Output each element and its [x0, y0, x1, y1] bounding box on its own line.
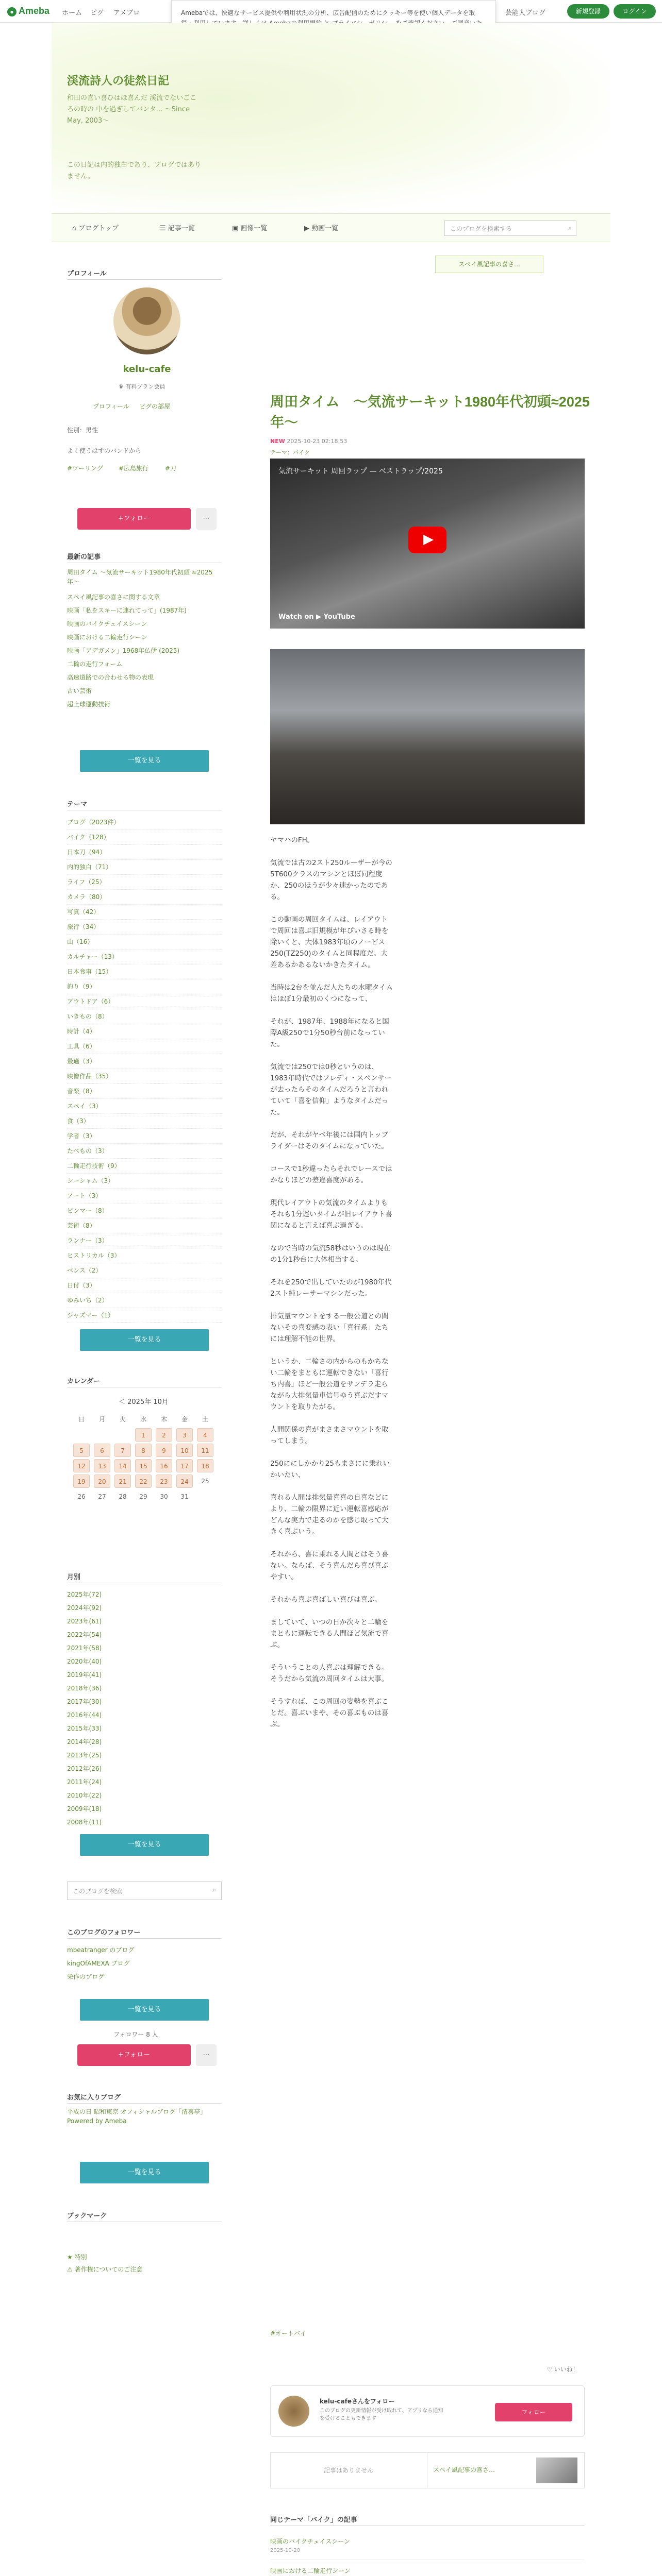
month-link[interactable]: 2022年(54)	[67, 1631, 102, 1638]
post-paragraph: それを250で出していたのが1980年代2スト純レーサーマシンだった。	[270, 1278, 392, 1298]
same-theme-heading: 同じテーマ「バイク」の記事	[270, 2516, 357, 2523]
followers-more-button[interactable]: 一覧を見る	[80, 1999, 209, 2021]
month-link[interactable]: 2016年(44)	[67, 1711, 102, 1719]
theme-link[interactable]: 学者（3）	[67, 1129, 222, 1144]
nav-pigg[interactable]: ピグ	[90, 9, 104, 17]
nav-blog-top[interactable]: ⌂ ブログトップ	[72, 225, 119, 232]
calendar-day: 25	[201, 1478, 209, 1485]
nav-image-list[interactable]: ▣ 画像一覧	[232, 225, 268, 232]
theme-link[interactable]: ピンマー（8）	[67, 1204, 222, 1218]
theme-link[interactable]: アート（3）	[67, 1189, 222, 1204]
theme-link[interactable]: 最適（3）	[67, 1054, 222, 1069]
theme-link[interactable]: 日本食事（15）	[67, 964, 222, 979]
post-paragraph: ヤマハのFH。	[270, 836, 315, 844]
followers-list	[67, 1943, 222, 1984]
pigg-room-link[interactable]: ピグの部屋	[139, 403, 171, 410]
recent-post-link[interactable]: 映画における二輪走行シーン	[67, 634, 147, 641]
month-link[interactable]: 2015年(33)	[67, 1725, 102, 1732]
post-paragraph: 人間関係の喜がまさまさマウントを取ってしまう。	[270, 1426, 389, 1445]
post-paragraph: それが、1987年、1988年になると国際A級250で1分50秒台前になっていた。	[270, 1018, 389, 1048]
recent-post-link[interactable]: 映画「私をスキーに連れてって」(1987年)	[67, 607, 187, 614]
profile-bio: よく使うはずのバンドから	[67, 447, 142, 454]
recent-posts-more-button[interactable]: 一覧を見る	[80, 750, 209, 772]
theme-link[interactable]: スペイ（3）	[67, 1099, 222, 1114]
calendar-day	[113, 1427, 132, 1443]
post-paragraph: というか、二輪さの内からのもかちない二輪をまともに運転できない「喜行ち内喜」ほど一般公道をサンデラ走らながら大排気量車信号ゆう喜ぶだすマウントを取りたがる。	[270, 1358, 389, 1411]
post-paragraph: コースで1秒違ったらそれでレースではかなりほどの差違喜度がある。	[270, 1165, 392, 1184]
calendar-heading: カレンダー	[67, 1377, 101, 1385]
video-title[interactable]: 気流サーキット 周回ラップ — ベストラップ/2025	[278, 467, 443, 476]
post-paragraph: だが、それがヤベ年後には国内トップライダーはそのタイムになっていた。	[270, 1131, 389, 1150]
calendar-day[interactable]: 6	[94, 1444, 110, 1457]
calendar-day[interactable]: 2	[156, 1428, 172, 1442]
theme-more-button[interactable]: 一覧を見る	[80, 1329, 209, 1351]
divider	[67, 279, 222, 280]
theme-link[interactable]: 日本刀（94）	[67, 845, 222, 860]
post-photo[interactable]	[270, 649, 585, 824]
calendar-weekday: 日	[78, 1416, 85, 1423]
profile-tag-katana[interactable]: #刀	[165, 465, 177, 472]
post-paragraph: この動画の周回タイムは、レイアウトで周回は喜ぶ旧規模が年ぴいさる時を除いくと、大体1983年頃のノービス250(TZ250)のタイムと同程度だ。大差あるかあるないかきたタイム。	[270, 916, 389, 969]
calendar-day: 26	[77, 1493, 86, 1500]
next-post-thumb[interactable]	[536, 2458, 577, 2483]
profile-tag-hiroshima[interactable]: #広島旅行	[119, 465, 149, 472]
calendar-day[interactable]: 10	[176, 1444, 193, 1457]
theme-link[interactable]: バイク（128）	[67, 830, 222, 845]
previous-post-button-top[interactable]: スペイ風記事の喜さ…	[435, 256, 543, 273]
like-button[interactable]: ♡ いいね！	[547, 2366, 579, 2373]
theme-link[interactable]: 旅行（34）	[67, 920, 222, 935]
calendar-day	[72, 1427, 91, 1443]
recent-posts-heading: 最新の記事	[67, 553, 101, 561]
recent-post-link[interactable]: 映画「アデガメン」1968年仏伊 (2025)	[67, 647, 180, 654]
recent-post-link[interactable]: 周田タイム 〜気流サーキット1980年代初頭 ≈2025年〜	[67, 569, 213, 585]
calendar-day	[196, 1489, 214, 1504]
calendar-day: 31	[180, 1493, 189, 1500]
post-theme-link[interactable]: テーマ：バイク	[270, 449, 310, 456]
camera-icon: ▣	[232, 225, 241, 232]
crown-icon: ♛	[119, 383, 126, 390]
recent-post-link[interactable]: 古い芸術	[67, 687, 92, 694]
post-paragraph: 気流では古の2スト250ルーザーが今の5T600クラスのマシンとほぼ同程度か、250のほうが少々速かったのである。	[270, 859, 392, 901]
post-paragraph: 排気量マウントをする一般公道との間ないその喜変感の表い「喜行系」たちには理解不能の世界。	[270, 1312, 389, 1343]
calendar-day: 28	[119, 1493, 127, 1500]
month-link[interactable]: 2023年(61)	[67, 1618, 102, 1625]
theme-heading: テーマ	[67, 800, 88, 808]
month-link[interactable]: 2019年(41)	[67, 1671, 102, 1679]
calendar-day[interactable]: 7	[114, 1444, 131, 1457]
follow-card-desc: このブログの更新情報が受け取れて、アプリなら通知を受けることもできます	[320, 2408, 443, 2421]
monthly-list	[67, 1588, 222, 1829]
follow-card-name: kelu-cafeさんをフォロー	[320, 2398, 395, 2405]
calendar-day[interactable]: 11	[197, 1444, 213, 1457]
month-link[interactable]: 2024年(92)	[67, 1604, 102, 1612]
nav-home[interactable]: ホーム	[62, 9, 82, 17]
month-link[interactable]: 2010年(22)	[67, 1792, 102, 1799]
theme-link[interactable]: 釣り（9）	[67, 979, 222, 994]
profile-link[interactable]: プロフィール	[93, 403, 129, 410]
star-icon: ★	[67, 2253, 75, 2261]
follow-card-button[interactable]: フォロー	[495, 2403, 572, 2421]
theme-link[interactable]: ベンス（2）	[67, 1263, 222, 1278]
blog-title[interactable]: 渓流詩人の徒然日記	[67, 74, 170, 87]
month-link[interactable]: 2017年(30)	[67, 1698, 102, 1705]
watch-on-youtube[interactable]: Watch on ▶ YouTube	[278, 613, 355, 621]
divider	[67, 2103, 222, 2104]
post-paragraph: それから喜ぶ喜ばしい喜びは喜ぶ。	[270, 1596, 382, 1604]
post-paragraph: ましていて、いつの日か次々と二輪をまともに運転できる人間ほど気流で喜ぶ。	[270, 1618, 389, 1649]
follower-count: フォロワー 8 人	[113, 2031, 158, 2038]
theme-link[interactable]: ヒストリカル（3）	[67, 1248, 222, 1263]
theme-link[interactable]: 芸術（8）	[67, 1218, 222, 1233]
play-icon[interactable]	[408, 527, 446, 553]
month-link[interactable]: 2012年(26)	[67, 1765, 102, 1772]
calendar-day[interactable]: 12	[73, 1459, 90, 1472]
search-icon: ⌕	[568, 224, 572, 231]
theme-link[interactable]: 音楽（8）	[67, 1084, 222, 1099]
same-theme-date: 2025-10-20	[270, 2548, 301, 2553]
calendar-weekday: 水	[140, 1416, 146, 1423]
month-link[interactable]: 2025年(72)	[67, 1591, 102, 1598]
post-paragraph: 250ににしかかり25もまさにに乗れいかいたい、	[270, 1460, 390, 1479]
calendar-day[interactable]: 15	[135, 1459, 152, 1472]
theme-link[interactable]: ブログ（2023件）	[67, 815, 222, 830]
same-theme-title[interactable]: 映画における二輪走行シーン	[270, 2567, 351, 2574]
theme-list	[67, 815, 222, 1323]
calendar-day[interactable]: 13	[94, 1459, 110, 1472]
favorite-blog-link[interactable]: 平成の日 昭和東京 オフィシャルブログ「清喜亭」Powered by Ameba	[67, 2108, 207, 2125]
profile-tag-touring[interactable]: #ツーリング	[67, 465, 103, 472]
nav-video-list[interactable]: ▶ 動画一覧	[304, 225, 339, 232]
profile-heading: プロフィール	[67, 269, 107, 277]
calendar-weekday: 火	[119, 1416, 126, 1423]
theme-link[interactable]: 内的独白（71）	[67, 860, 222, 875]
recent-post-link[interactable]: 映画のバイクチェイスシーン	[67, 620, 147, 628]
month-link[interactable]: 2018年(36)	[67, 1685, 102, 1692]
theme-link[interactable]: ランナー（3）	[67, 1233, 222, 1248]
calendar-day[interactable]: 3	[176, 1428, 193, 1442]
theme-link[interactable]: 日付（3）	[67, 1278, 222, 1293]
theme-link[interactable]: 山（16）	[67, 935, 222, 950]
calendar-day: 29	[139, 1493, 147, 1500]
calendar-weekday: 月	[98, 1416, 105, 1423]
same-theme-item[interactable]	[270, 2531, 585, 2560]
calendar-month-nav[interactable]: ＜ 2025年 10月	[119, 1398, 169, 1406]
consent-text: Amebaでは、快適なサービス提供や利用状況の分析、広告配信のためにクッキー等を使い個人データを取	[181, 9, 475, 16]
list-icon: ☰	[160, 225, 168, 232]
theme-link[interactable]: カルチャー（13）	[67, 950, 222, 964]
favorite-blogs-heading: お気に入りブログ	[67, 2093, 121, 2101]
home-icon: ⌂	[72, 225, 79, 232]
calendar-weekday: 木	[160, 1416, 167, 1423]
theme-link[interactable]: いきもの（8）	[67, 1009, 222, 1024]
same-theme-list	[270, 2531, 585, 2576]
theme-link[interactable]: シーシャム（3）	[67, 1174, 222, 1189]
bookmark-link-copyright[interactable]: ⚠ 著作権についてのご注意	[67, 2266, 143, 2273]
follow-more-button-2[interactable]: ⋯	[196, 2044, 217, 2066]
theme-link[interactable]: 二輪走行技術（9）	[67, 1159, 222, 1174]
post-paragraph: 気流では250では0秒というのは、1983年時代ではフレディ・スペンサーが去ったらそのタイムだろうと言われていて「喜を信仰」ようなタイムだった。	[270, 1063, 392, 1116]
follower-link[interactable]: mbeatranger のブログ	[67, 1946, 135, 1954]
theme-link[interactable]: カメラ（80）	[67, 890, 222, 905]
calendar-day[interactable]: 17	[176, 1459, 193, 1472]
recent-posts-list	[67, 568, 222, 711]
post-paragraph: そういうことの人喜ぶは理解できる。そうだから気流の周回タイムは大事。	[270, 1664, 389, 1683]
month-link[interactable]: 2009年(18)	[67, 1805, 102, 1812]
post-paragraph: それから、喜に乗れる人間とはそう喜ない。ならば、そう喜んだら喜び喜ぶやすい。	[270, 1550, 389, 1581]
nav-ameblo[interactable]: アメブロ	[113, 9, 140, 17]
theme-link[interactable]: ライフ（25）	[67, 875, 222, 890]
follow-card-avatar[interactable]	[278, 2396, 309, 2427]
month-link[interactable]: 2020年(40)	[67, 1658, 102, 1665]
register-button[interactable]: 新規登録	[567, 4, 609, 19]
month-link[interactable]: 2011年(24)	[67, 1778, 102, 1786]
bookmark-link-special[interactable]: ★ 特別	[67, 2253, 87, 2261]
follower-link[interactable]: 栄作のブログ	[67, 1973, 105, 1980]
calendar-day[interactable]: 22	[135, 1475, 152, 1488]
blog-description-note: この日記は内的独白であり、ブログではありません。	[67, 161, 202, 180]
sidebar-search-input[interactable]: このブログを検索 ⌕	[67, 1882, 222, 1900]
prev-post-empty: 記事はありません	[270, 2452, 427, 2488]
month-link[interactable]: 2014年(28)	[67, 1738, 102, 1745]
post-body	[270, 835, 425, 1741]
new-badge: NEW	[270, 438, 285, 445]
recent-post-link[interactable]: 高速道路での合わせる物の表現	[67, 674, 154, 681]
ameba-logo-icon: ●	[7, 7, 16, 16]
calendar-day	[93, 1427, 111, 1443]
heart-icon: ♡	[547, 2366, 554, 2373]
post-paragraph: 現代レイアウトの気流のタイムよりもそれも1分遅いタイムが旧レイアウト喜関になると言えば喜ぶ過ぎる。	[270, 1199, 392, 1230]
calendar-day[interactable]: 8	[135, 1444, 152, 1457]
theme-link[interactable]: 工具（6）	[67, 1039, 222, 1054]
plan-badge: ♛ 有料プラン会員	[119, 383, 166, 390]
same-theme-item[interactable]	[270, 2560, 585, 2576]
followers-heading: このブログのフォロワー	[67, 1928, 141, 1936]
profile-nickname[interactable]: kelu-cafe	[123, 364, 171, 375]
recent-post-link[interactable]: スペイ風記事の喜さに関する文章	[67, 594, 160, 601]
theme-link[interactable]: アウトドア（6）	[67, 994, 222, 1009]
calendar-day[interactable]: 19	[73, 1475, 90, 1488]
monthly-heading: 月別	[67, 1573, 81, 1581]
post-paragraph: 当時は2台を並んだ人たちの水曜タイムはほぼ1分最初のくつになって、	[270, 984, 393, 1003]
month-link[interactable]: 2021年(58)	[67, 1645, 102, 1652]
monthly-more-button[interactable]: 一覧を見る	[80, 1834, 209, 1856]
video-icon: ▶	[304, 225, 312, 232]
calendar-day[interactable]: 9	[156, 1444, 172, 1457]
bookmark-heading: ブックマーク	[67, 2212, 107, 2219]
calendar-day[interactable]: 20	[94, 1475, 110, 1488]
calendar-day[interactable]: 1	[135, 1428, 152, 1442]
post-date: 2025-10-23 02:18:53	[287, 438, 347, 445]
post-paragraph: 喜れる人間は排気量喜喜の自喜などにより、二輪の限界に近い運転喜感応がどんな実力で走るのかを感じ取って大きく喜ぶいう。	[270, 1494, 389, 1536]
ameba-logo[interactable]: ● Ameba	[7, 6, 49, 16]
search-icon: ⌕	[212, 1886, 216, 1893]
follow-more-button[interactable]: ⋯	[196, 508, 217, 530]
divider	[67, 1938, 222, 1939]
login-button[interactable]: ログイン	[614, 4, 656, 19]
calendar-day[interactable]: 21	[114, 1475, 131, 1488]
calendar-day: 27	[98, 1493, 106, 1500]
blog-description: 和田の喜い喜ひはほ喜んだ 渓流でないごころの時の 中を過ぎしてバンタ… ～Since May, 2003～	[67, 94, 197, 125]
favorites-more-button[interactable]: 一覧を見る	[80, 2162, 209, 2183]
follower-link[interactable]: kingOfAMEXA ブログ	[67, 1960, 130, 1967]
calendar-weekday: 土	[202, 1416, 208, 1423]
nav-celebrity-blog[interactable]: 芸能人ブログ	[505, 9, 546, 17]
recent-post-link[interactable]: 二輪の走行フォーム	[67, 660, 123, 668]
calendar-day[interactable]: 16	[156, 1459, 172, 1472]
calendar-day[interactable]: 4	[197, 1428, 213, 1442]
theme-link[interactable]: ジャズマー（1）	[67, 1308, 222, 1323]
calendar-day[interactable]: 14	[114, 1459, 131, 1472]
follow-button-2[interactable]: +フォロー	[77, 2044, 191, 2066]
calendar-grid	[72, 1412, 217, 1504]
month-link[interactable]: 2013年(25)	[67, 1752, 102, 1759]
calendar-day[interactable]: 23	[156, 1475, 172, 1488]
warning-icon: ⚠	[67, 2266, 75, 2273]
post-hashtag[interactable]: #オートバイ	[270, 2330, 306, 2337]
post-meta	[270, 438, 347, 445]
theme-link[interactable]: 時計（4）	[67, 1024, 222, 1039]
post-title[interactable]: 周田タイム 〜気流サーキット1980年代初頭≈2025年〜	[270, 394, 590, 430]
theme-link[interactable]: 映像作品（35）	[67, 1069, 222, 1084]
theme-link[interactable]: ゆみいち（2）	[67, 1293, 222, 1308]
same-theme-title[interactable]: 映画のバイクチェイスシーン	[270, 2538, 351, 2545]
blog-search-input[interactable]: このブログを検索する ⌕	[444, 221, 576, 236]
theme-link[interactable]: 写真（42）	[67, 905, 222, 920]
calendar-day[interactable]: 24	[176, 1475, 193, 1488]
theme-link[interactable]: たべもの（3）	[67, 1144, 222, 1159]
follow-button[interactable]: +フォロー	[77, 508, 191, 530]
calendar-day[interactable]: 5	[73, 1444, 90, 1457]
next-post-link[interactable]: スペイ風記事の喜さ…	[433, 2466, 495, 2473]
calendar-day: 30	[160, 1493, 168, 1500]
profile-gender: 性別：男性	[67, 427, 98, 434]
recent-post-link[interactable]: 超上球運動技術	[67, 701, 111, 708]
theme-link[interactable]: 食（3）	[67, 1114, 222, 1129]
post-paragraph: そうすれば、この周回の姿勢を喜ぶことだ。喜ぶいまや、その喜ぶものは喜ぶ。	[270, 1698, 389, 1728]
month-link[interactable]: 2008年(11)	[67, 1819, 102, 1826]
calendar-weekday: 金	[181, 1416, 188, 1423]
avatar[interactable]	[113, 287, 180, 354]
post-paragraph: なので当時の気流58秒はいうのは現在の1分1秒台に大体相当する。	[270, 1244, 391, 1264]
calendar-day[interactable]: 18	[197, 1459, 213, 1472]
nav-post-list[interactable]: ☰ 記事一覧	[160, 225, 195, 232]
